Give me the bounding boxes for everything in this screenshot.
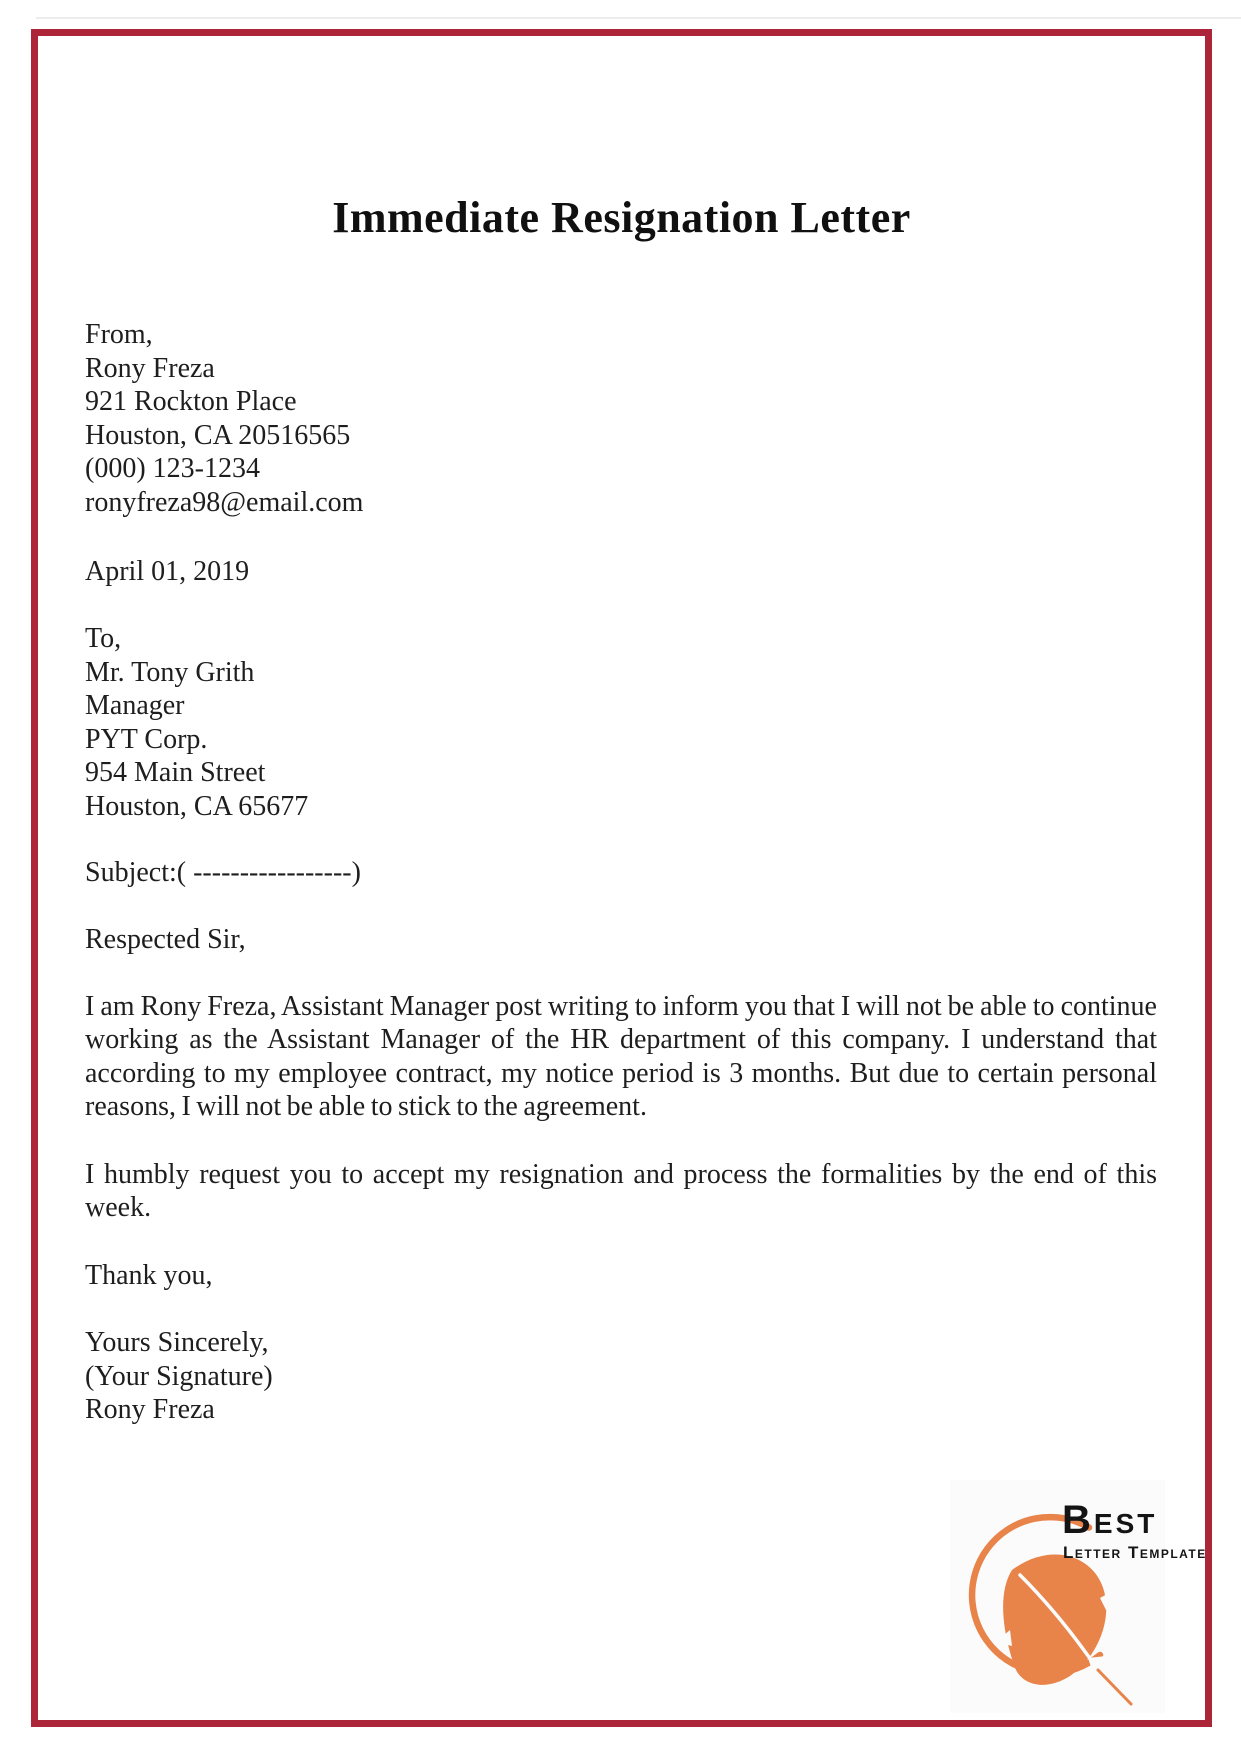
logo-tagline: Letter Template [1063,1543,1207,1562]
thanks-line: Thank you, [85,1260,213,1291]
sender-label: From, [85,319,153,350]
closing-line: Yours Sincerely, [85,1327,269,1358]
recipient-line: Manager [85,690,185,721]
recipient-line: PYT Corp. [85,723,208,755]
subject-line: Subject:( -----------------) [85,857,361,888]
sender-line: ronyfreza98@email.com [85,486,364,518]
sender-line: (000) 123-1234 [85,453,260,484]
brand-logo [950,1480,1207,1713]
recipient-line: Mr. Tony Grith [85,656,255,688]
sender-block [85,318,363,519]
letter-title: Immediate Resignation Letter [332,193,911,242]
closing-block [85,1326,273,1427]
logo-brand-name: Best [1062,1498,1158,1542]
body-paragraph: I am Rony Freza, Assistant Manager post writing to inform you that I will not be able to continue working as the Assistant Manager of the HR department of this company. I understand that according to my employee contract, my notice period is 3 months. But due to certain personal reasons, I will not be able to stick to the agreement. [85,991,1157,1123]
recipient-line: 954 Main Street [85,757,266,788]
sender-line: 921 Rockton Place [85,386,297,417]
recipient-label: To, [85,623,122,654]
salutation: Respected Sir, [85,924,246,955]
body-paragraph: I humbly request you to accept my resignation and process the formalities by the end of this week. [85,1159,1157,1224]
letter-date: April 01, 2019 [85,556,250,587]
closing-line: Rony Freza [85,1394,215,1425]
recipient-line: Houston, CA 65677 [85,790,309,822]
closing-line: (Your Signature) [85,1360,273,1392]
sender-line: Houston, CA 20516565 [85,419,351,451]
scan-artifact-line [36,17,1241,19]
recipient-block [85,622,308,823]
sender-line: Rony Freza [85,352,215,384]
